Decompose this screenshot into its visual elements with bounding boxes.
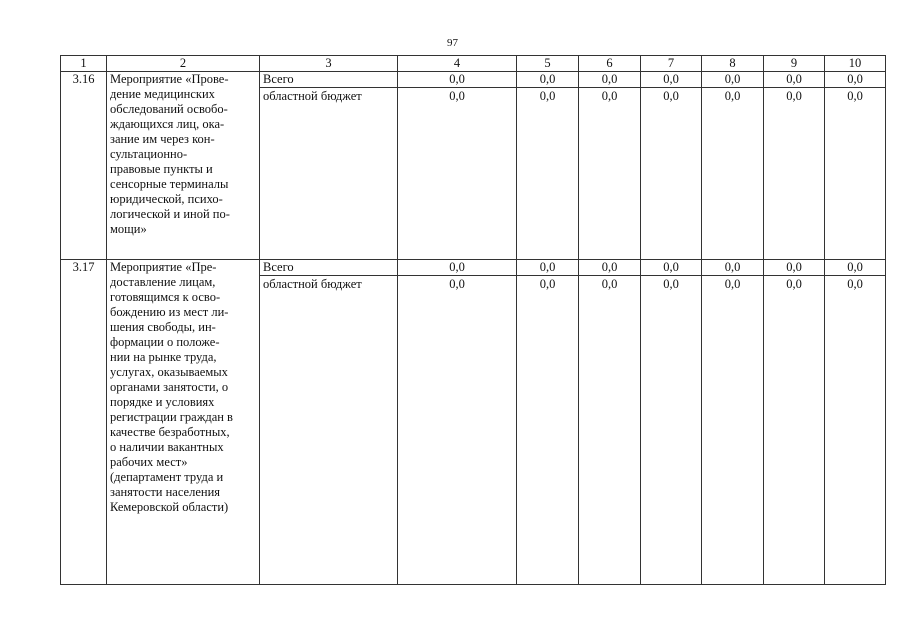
description-line: бождению из мест ли- [110,305,229,319]
value-cell: 0,0 [825,260,886,276]
value-cell: 0,0 [579,276,641,585]
description-line: готовящимся к осво- [110,290,221,304]
value-cell: 0,0 [641,72,702,88]
value-cell: 0,0 [398,276,517,585]
description-line: ждающихся лиц, ока- [110,117,225,131]
funding-source-total: Всего [260,72,398,88]
value-cell: 0,0 [517,88,579,260]
value-cell: 0,0 [398,260,517,276]
description-line: правовые пункты и [110,162,213,176]
value-cell: 0,0 [702,260,764,276]
table-row [61,260,886,276]
value-cell: 0,0 [825,276,886,585]
value-cell: 0,0 [764,72,825,88]
description-line: порядке и условиях [110,395,215,409]
value-cell: 0,0 [579,72,641,88]
value-cell: 0,0 [825,88,886,260]
value-cell: 0,0 [641,276,702,585]
description-line: услугах, оказываемых [110,365,228,379]
description-line: мощи» [110,222,147,236]
column-header: 8 [702,56,764,72]
funding-source-total: Всего [260,260,398,276]
value-cell: 0,0 [641,260,702,276]
description-line: сенсорные терминалы [110,177,229,191]
description-line: Мероприятие «Прове- [110,72,229,86]
description-line: юридической, психо- [110,192,223,206]
description-line: Мероприятие «Пре- [110,260,217,274]
column-header: 6 [579,56,641,72]
description-line: зание им через кон- [110,132,215,146]
description-line: доставление лицам, [110,275,216,289]
description-line: (департамент труда и [110,470,224,484]
funding-source-regional: областной бюджет [260,276,398,585]
value-cell: 0,0 [825,72,886,88]
description-line: о наличии вакантных [110,440,224,454]
column-header: 9 [764,56,825,72]
description-line: шения свободы, ин- [110,320,216,334]
table-row [61,72,886,88]
value-cell: 0,0 [579,88,641,260]
value-cell: 0,0 [398,88,517,260]
value-cell: 0,0 [764,88,825,260]
description-line: качестве безработных, [110,425,230,439]
value-cell: 0,0 [702,276,764,585]
value-cell: 0,0 [764,260,825,276]
description-line: логической и иной по- [110,207,230,221]
row-number: 3.16 [61,72,107,260]
funding-source-regional: областной бюджет [260,88,398,260]
value-cell: 0,0 [702,88,764,260]
value-cell: 0,0 [702,72,764,88]
row-number: 3.17 [61,260,107,585]
column-header: 5 [517,56,579,72]
column-header: 3 [260,56,398,72]
value-cell: 0,0 [579,260,641,276]
description-line: сультационно- [110,147,188,161]
value-cell: 0,0 [764,276,825,585]
budget-table [60,55,886,585]
page-number: 97 [447,37,458,49]
description-line: обследований освобо- [110,102,228,116]
column-header: 1 [61,56,107,72]
description-line: рабочих мест» [110,455,188,469]
measure-description [107,72,260,260]
value-cell: 0,0 [517,276,579,585]
description-line: Кемеровской области) [110,500,229,514]
value-cell: 0,0 [398,72,517,88]
description-line: занятости населения [110,485,221,499]
column-header: 10 [825,56,886,72]
column-header: 7 [641,56,702,72]
description-line: нии на рынке труда, [110,350,217,364]
description-line: дение медицинских [110,87,215,101]
value-cell: 0,0 [517,72,579,88]
description-line: регистрации граждан в [110,410,233,424]
value-cell: 0,0 [517,260,579,276]
measure-description [107,260,260,585]
description-line: органами занятости, о [110,380,229,394]
description-line: формации о положе- [110,335,220,349]
column-header: 2 [107,56,260,72]
column-header-row [61,56,886,72]
column-header: 4 [398,56,517,72]
value-cell: 0,0 [641,88,702,260]
